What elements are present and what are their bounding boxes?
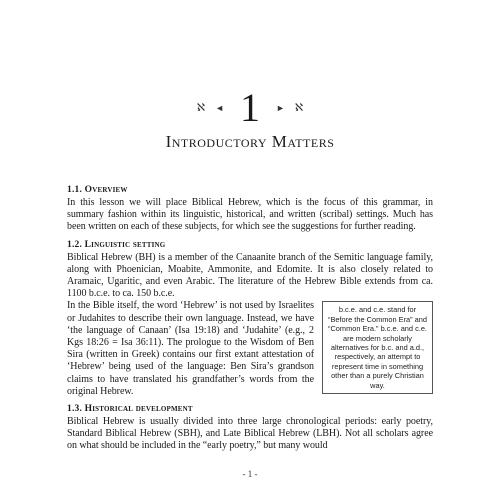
section-text-hebrew-name: In the Bible itself, the word ‘Hebrew’ is not used by Israelites or Judahites to describe their own language. Instead, we have ‘the language of Canaan’ (Isa 19:18) and ‘Judahite’ (e.g., 2 Kgs 18:26 = Isa 36:11). The prologue to the Wisdom of Ben Sira (written in Greek) contains our first extant attestation of ‘Hebrew’ being used of the language: Ben Sira’s grandson claims to have translated his grandfather’s words from the original Hebrew. xyxy=(67,300,314,397)
section-heading-linguistic-setting: 1.2. Linguistic setting xyxy=(67,239,166,250)
chapter-title: Introductory Matters xyxy=(165,132,335,151)
page-number: - 1 - xyxy=(242,469,258,479)
triangle-left-icon: ◄ xyxy=(215,102,224,113)
aleph-ornament-left: ℵ xyxy=(196,101,206,114)
aleph-ornament-right: ℵ xyxy=(294,101,304,114)
chapter-ornament xyxy=(0,85,500,130)
section-text-historical-development: Biblical Hebrew is usually divided into three large chronological periods: early poetry, Standard Biblical Hebrew (SBH), and Late Biblical Hebrew (LBH). Not all scholars agree on what should be included in the “early poetry,” but many would xyxy=(67,416,433,452)
section-heading-overview: 1.1. Overview xyxy=(67,185,128,195)
chapter-number: 1 xyxy=(240,85,260,130)
section-text-linguistic-setting: Biblical Hebrew (BH) is a member of the Canaanite branch of the Semitic language family, along with Phoenician, Moabite, Ammonite, and Edomite. It is also closely related to Aramaic, Ugaritic, and even Arabic. The literature of the Hebrew Bible extends from ca. 1100 b.c.e. to ca. 150 b.c.e. xyxy=(67,251,433,300)
section-text-overview: In this lesson we will place Biblical Hebrew, which is the focus of this grammar, in summary fashion within its linguistic, historical, and written (scribal) settings. Much has been written on each of these subjects, for which see the suggestions for further reading. xyxy=(67,197,433,233)
triangle-right-icon: ► xyxy=(276,102,285,113)
sidebar-note-bce-ce: b.c.e. and c.e. stand for “Before the Common Era” and “Common Era.” b.c.e. and c.e. are modern scholarly alternatives for b.c. and a.d., respectively, an attempt to represent time in something other than a purely Christian way. xyxy=(322,301,433,394)
section-heading-historical-development: 1.3. Historical development xyxy=(67,404,193,415)
page-body xyxy=(67,184,433,453)
